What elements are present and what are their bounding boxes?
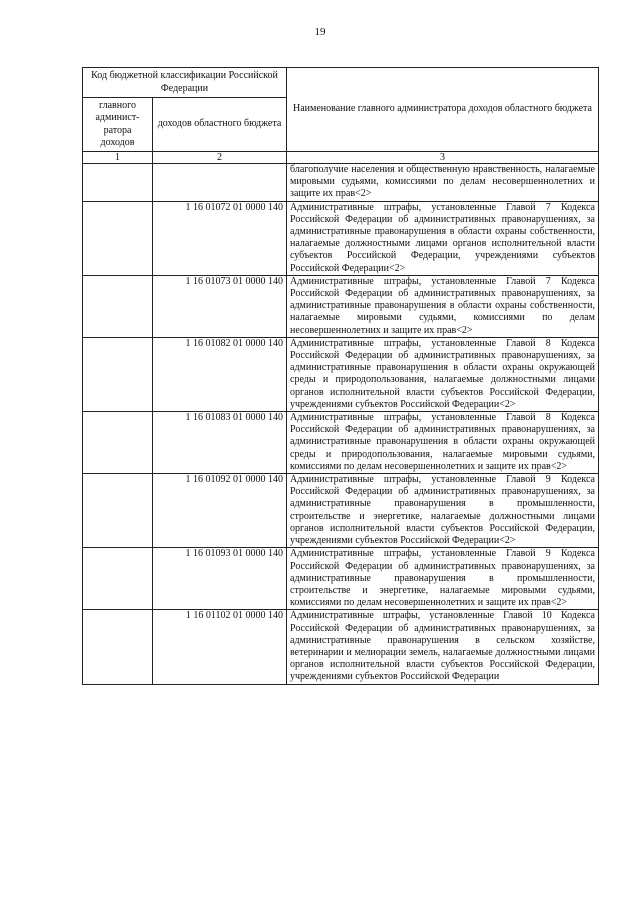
- col-number-1: 1: [83, 152, 153, 164]
- page-number: 19: [314, 26, 326, 38]
- table-row: [83, 412, 599, 474]
- admin-code-cell: [83, 474, 153, 548]
- admin-code-cell: [83, 548, 153, 610]
- revenue-code-cell: [153, 164, 287, 202]
- table-row: [83, 337, 599, 411]
- header-col1-label: главного админист-ратора доходов: [83, 98, 153, 152]
- admin-code-cell: [83, 201, 153, 275]
- table-row: [83, 164, 599, 202]
- revenue-name-cell: благополучие населения и общественную нравственность, налагаемые мировыми судьями, комиссиями по делам несовершеннолетних и защите их прав<2>: [287, 164, 599, 202]
- header-col2-label: доходов областного бюджета: [153, 98, 287, 152]
- table-row: [83, 201, 599, 275]
- revenue-code-cell: 1 16 01072 01 0000 140: [153, 201, 287, 275]
- revenue-name-cell: Административные штрафы, установленные Главой 8 Кодекса Российской Федерации об административных правонарушениях, за административные правонарушения в области охраны окружающей среды и природопользования, налагаемые мировыми судьями, комиссиями по делам несовершеннолетних и защите их прав<2>: [287, 412, 599, 474]
- revenue-name-cell: Административные штрафы, установленные Главой 8 Кодекса Российской Федерации об административных правонарушениях, за административные правонарушения в области охраны окружающей среды и природопользования, налагаемые должностными лицами органов исполнительной власти субъектов Российской Федерации, учреждениями субъектов Российской Федерации<2>: [287, 337, 599, 411]
- revenue-code-cell: 1 16 01082 01 0000 140: [153, 337, 287, 411]
- revenue-name-cell: Административные штрафы, установленные Главой 9 Кодекса Российской Федерации об административных правонарушениях, за административные правонарушения в промышленности, строительстве и энергетике, налагаемые должностными лицами органов исполнительной власти субъектов Российской Федерации, учреждениями субъектов Российской Федерации<2>: [287, 474, 599, 548]
- table-row: [83, 474, 599, 548]
- admin-code-cell: [83, 412, 153, 474]
- revenue-code-cell: 1 16 01073 01 0000 140: [153, 275, 287, 337]
- revenue-name-cell: Административные штрафы, установленные Главой 9 Кодекса Российской Федерации об административных правонарушениях, за административные правонарушения в промышленности, строительстве и энергетике, налагаемые мировыми судьями, комиссиями по делам несовершеннолетних и защите их прав<2>: [287, 548, 599, 610]
- header-group-label: Код бюджетной классификации Российской Федерации: [83, 68, 287, 98]
- admin-code-cell: [83, 164, 153, 202]
- revenue-name-cell: Административные штрафы, установленные Главой 7 Кодекса Российской Федерации об административных правонарушениях, за административные правонарушения в области охраны собственности, налагаемые должностными лицами органов исполнительной власти субъектов Российской Федерации, учреждениями субъектов Российской Федерации<2>: [287, 201, 599, 275]
- table-row: [83, 275, 599, 337]
- table-row: [83, 548, 599, 610]
- admin-code-cell: [83, 610, 153, 684]
- table-row: [83, 610, 599, 684]
- admin-code-cell: [83, 337, 153, 411]
- revenue-code-cell: 1 16 01083 01 0000 140: [153, 412, 287, 474]
- revenue-code-cell: 1 16 01102 01 0000 140: [153, 610, 287, 684]
- col-number-2: 2: [153, 152, 287, 164]
- budget-classification-table: [82, 67, 599, 685]
- revenue-name-cell: Административные штрафы, установленные Главой 7 Кодекса Российской Федерации об административных правонарушениях, за административные правонарушения в области охраны собственности, налагаемые мировыми судьями, комиссиями по делам несовершеннолетних и защите их прав<2>: [287, 275, 599, 337]
- header-col3-label: Наименование главного администратора доходов областного бюджета: [287, 68, 599, 152]
- col-number-3: 3: [287, 152, 599, 164]
- admin-code-cell: [83, 275, 153, 337]
- revenue-name-cell: Административные штрафы, установленные Главой 10 Кодекса Российской Федерации об административных правонарушениях, за административные правонарушения в сельском хозяйстве, ветеринарии и мелиорации земель, налагаемые должностными лицами органов исполнительной власти субъектов Российской Федерации, учреждениями субъектов Российской Федерации: [287, 610, 599, 684]
- revenue-code-cell: 1 16 01092 01 0000 140: [153, 474, 287, 548]
- revenue-code-cell: 1 16 01093 01 0000 140: [153, 548, 287, 610]
